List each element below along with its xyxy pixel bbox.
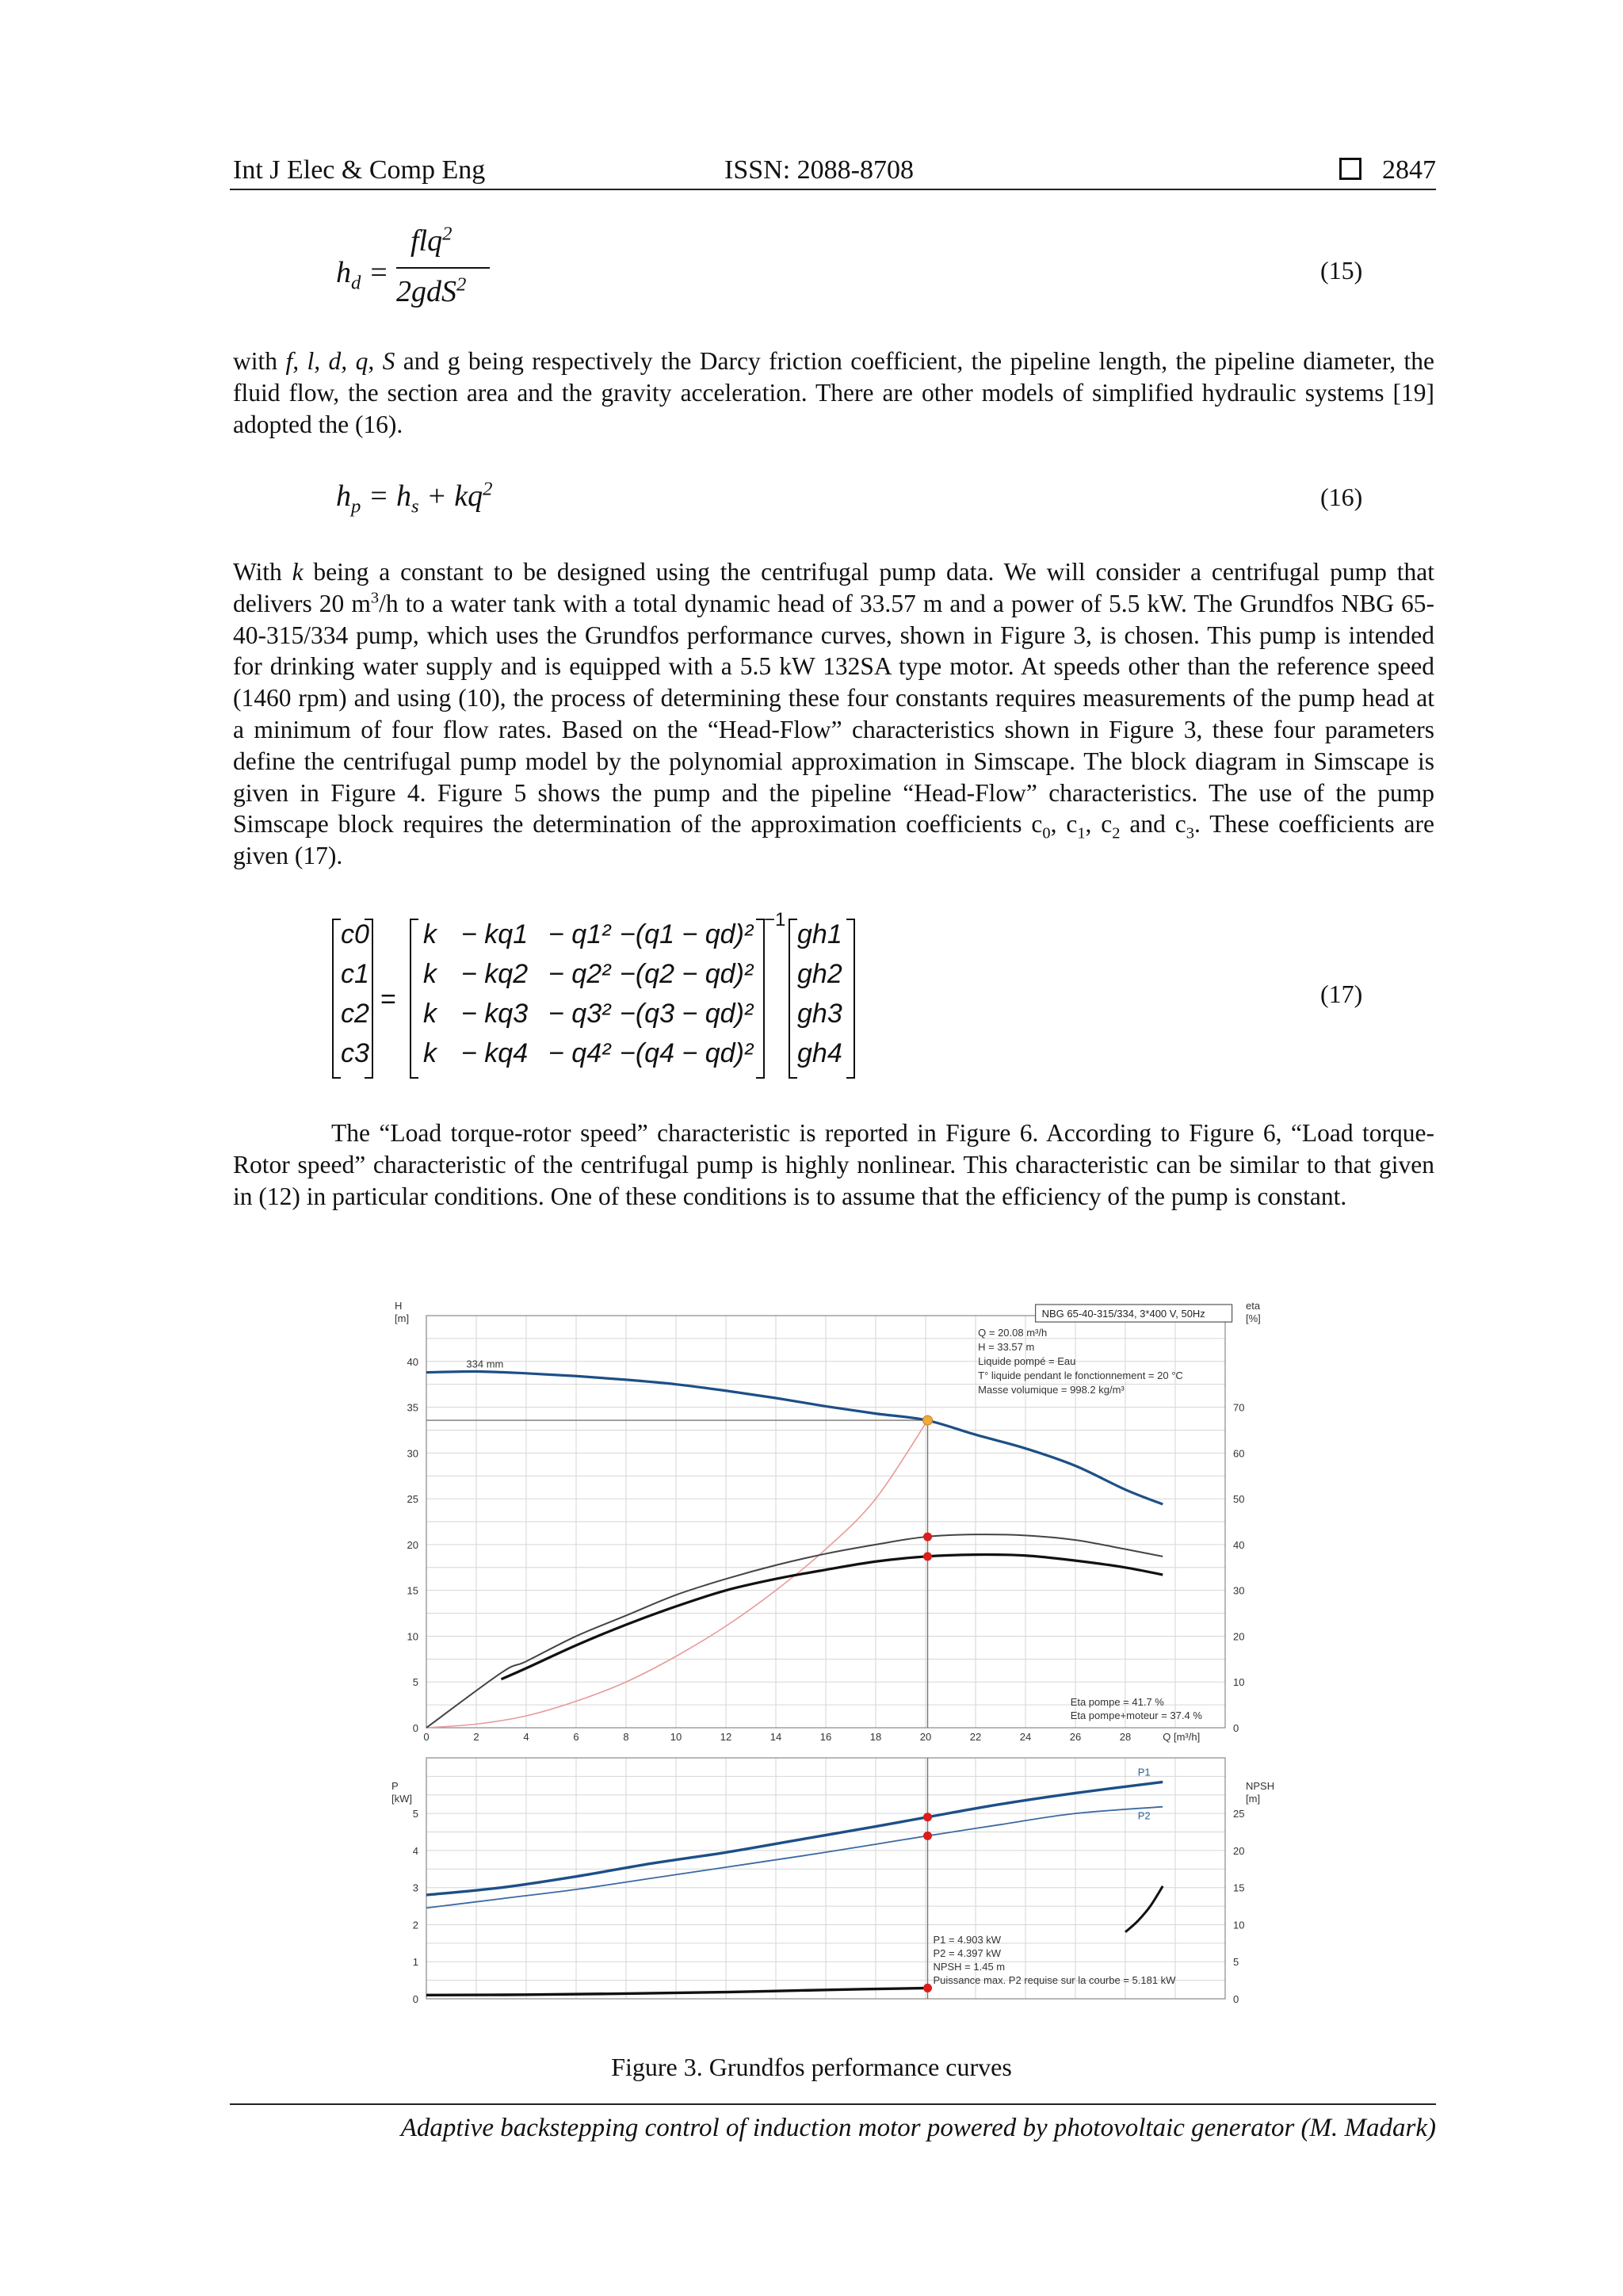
x-tick-label: 24 [1019, 1731, 1032, 1743]
info-line: Q = 20.08 m³/h [978, 1327, 1048, 1339]
figure-caption: Figure 3. Grundfos performance curves [611, 2053, 1012, 2081]
eq17-cell-2-2: − q3² [548, 999, 611, 1029]
y-tick-label: 35 [407, 1401, 418, 1414]
x-tick-label: 8 [623, 1731, 629, 1743]
npsh-tick-label: 25 [1233, 1808, 1245, 1820]
info-line: Liquide pompé = Eau [978, 1355, 1076, 1367]
p-tick-label: 1 [412, 1956, 418, 1969]
header-rule [230, 189, 1436, 190]
x-tick-label: 28 [1119, 1731, 1132, 1743]
eq-number-16: (16) [1320, 483, 1363, 511]
x-tick-label: 0 [423, 1731, 430, 1743]
eq-number-17: (17) [1320, 980, 1363, 1008]
x-tick-label: 18 [869, 1731, 882, 1743]
eq17-cell-2-3: −(q3 − qd)² [620, 999, 754, 1029]
y2-tick-label: 50 [1233, 1493, 1245, 1506]
eta-marker [923, 1552, 932, 1561]
x-tick-label: 2 [473, 1731, 479, 1743]
eq17-cell-0-3: −(q1 − qd)² [620, 919, 754, 949]
info-line: H = 33.57 m [978, 1341, 1035, 1353]
paragraph-2: With k being a constant to be designed using the centrifugal pump data. We will consider a centrifugal pump that delivers 20 $m^3/h$ to a water tank with a total dynamic head of 33.57 m and a power of 5.5 kW. The Grundfos NBG 65-40-315/334 pump, which uses the Grundfos performance curves, shown in Figure 3, is chosen. This pump is intended for drinking water supply and is equipped with a 5.5 kW 132SA type motor. At speeds other than the reference speed (1460 rpm) and using (10), the process of determining these four constants requires measurements of the pump head at a minimum of four flow rates. Based on the “Head-Flow” characteristics shown in Figure 3, these four parameters define the centrifugal pump model by the polynomial approximation in Simscape. The block diagram in Simscape is given in Figure 4. Figure 5 shows the pump and the pipeline “Head-Flow” characteristics. The use of the pump Simscape block requires the determination of the approximation coefficients $c_0$, $c_1$, $c_2$ and $c_3$. These coefficients are given (17). [233, 558, 1434, 870]
p-axis-head: P [391, 1780, 399, 1792]
npsh-tick-label: 20 [1233, 1844, 1245, 1857]
eq17-cell-0-1: − kq1 [461, 919, 529, 949]
journal-name: Int J Elec & Comp Eng [233, 155, 486, 185]
npsh-tick-label: 15 [1233, 1881, 1245, 1894]
y2-tick-label: 0 [1233, 1722, 1239, 1734]
eq17-cell-2-0: k [423, 999, 437, 1029]
eta-info-line: Eta pompe+moteur = 37.4 % [1070, 1710, 1202, 1721]
p1-label: P1 [1137, 1766, 1151, 1778]
x-tick-label: 26 [1069, 1731, 1082, 1743]
y-tick-label: 20 [407, 1538, 418, 1551]
duty-point-marker [923, 1415, 933, 1425]
eq17-cell-1-1: − kq2 [461, 959, 529, 989]
y2-tick-label: 10 [1233, 1676, 1245, 1689]
power-info-line: P1 = 4.903 kW [933, 1934, 1002, 1946]
y2-tick-label: 70 [1233, 1401, 1245, 1414]
chart-title: NBG 65-40-315/334, 3*400 V, 50Hz [1041, 1308, 1205, 1320]
p2-label: P2 [1137, 1809, 1151, 1822]
eq17-cell-1-3: −(q2 − qd)² [620, 959, 754, 989]
p-tick-label: 5 [412, 1808, 418, 1820]
eq-number-15: (15) [1320, 256, 1363, 285]
npsh-tick-label: 10 [1233, 1919, 1245, 1931]
x-axis-unit: Q [m³/h] [1163, 1731, 1201, 1743]
y2-axis-head: eta [1246, 1300, 1261, 1312]
npsh-axis-head: NPSH [1246, 1780, 1275, 1792]
eq17-cell-1-0: k [423, 959, 437, 989]
eq17-gh-0: gh1 [797, 919, 842, 949]
y2-tick-label: 30 [1233, 1584, 1245, 1597]
equation-17 [330, 911, 869, 1086]
eq17-gh-2: gh3 [797, 999, 842, 1029]
y2-tick-label: 40 [1233, 1538, 1245, 1551]
y-tick-label: 0 [412, 1722, 418, 1734]
y-tick-label: 40 [407, 1355, 418, 1368]
eq17-cell-1-2: − q2² [548, 959, 611, 989]
eq17-cell-0-2: − q1² [548, 919, 611, 949]
eq17-cell-3-3: −(q4 − qd)² [620, 1038, 754, 1068]
impeller-label: 334 mm [466, 1358, 504, 1370]
eq17-gh-1: gh2 [797, 959, 842, 989]
npsh-tick-label: 5 [1233, 1956, 1239, 1969]
p-tick-label: 4 [412, 1844, 418, 1857]
npsh-curve [426, 1988, 928, 1995]
power-info-line: P2 = 4.397 kW [933, 1947, 1002, 1959]
p1-curve [426, 1782, 1163, 1895]
eq17-c-3: c3 [341, 1038, 369, 1068]
y-axis-head: H [395, 1300, 403, 1312]
eq17-cell-3-0: k [423, 1038, 437, 1068]
footer-rule [230, 2103, 1436, 2105]
y2-tick-label: 20 [1233, 1630, 1245, 1643]
power-marker [923, 1832, 932, 1840]
eq17-c-2: c2 [341, 999, 369, 1029]
eq17-cell-3-1: − kq4 [461, 1038, 529, 1068]
page-number: 2847 [1382, 155, 1436, 185]
npsh-tick-label: 0 [1233, 1993, 1239, 2005]
running-footer: Adaptive backstepping control of induction motor powered by photovoltaic generator (M. Madark) [400, 2114, 1436, 2142]
npsh-axis-unit: [m] [1246, 1793, 1261, 1805]
issn: ISSN: 2088-8708 [724, 155, 914, 185]
svg-text:=: = [380, 984, 396, 1014]
info-line: Masse volumique = 998.2 kg/m³ [978, 1384, 1125, 1396]
info-line: T° liquide pendant le fonctionnement = 20 °C [978, 1370, 1183, 1381]
power-marker [923, 1984, 932, 1992]
x-tick-label: 6 [573, 1731, 579, 1743]
y-tick-label: 25 [407, 1493, 418, 1506]
p2-curve [426, 1807, 1163, 1908]
eta-marker [923, 1533, 932, 1541]
x-tick-label: 12 [720, 1731, 732, 1743]
y-tick-label: 5 [412, 1676, 418, 1689]
x-tick-label: 20 [919, 1731, 932, 1743]
equation-16: $h_p = h_s + kq^2$ [336, 478, 493, 518]
paragraph-1: with f, l, d, q, S and g being respectively the Darcy friction coefficient, the pipeline length, the pipeline diameter, the fluid flow, the section area and the gravity acceleration. There are other models of simplified hydraulic systems [19] adopted the (16). [233, 347, 1434, 438]
eta-pump-curve [426, 1534, 1163, 1728]
y-tick-label: 30 [407, 1447, 418, 1460]
page-number-block [1339, 155, 1436, 185]
paragraph-3: The “Load torque-rotor speed” characteristic is reported in Figure 6. According to Figure 6, “Load torque-Rotor speed” characteristic of the centrifugal pump is highly nonlinear. This characteristic can be similar to that given in (12) in particular conditions. One of these conditions is to assume that the efficiency of the pump is constant. [233, 1119, 1434, 1210]
p-tick-label: 2 [412, 1919, 418, 1931]
y-tick-label: 10 [407, 1630, 418, 1643]
x-tick-label: 14 [769, 1731, 782, 1743]
x-tick-label: 10 [670, 1731, 682, 1743]
p-tick-label: 3 [412, 1881, 418, 1894]
square-icon [1339, 158, 1361, 180]
eq17-gh-3: gh4 [797, 1038, 842, 1068]
performance-curves-figure [372, 1300, 1284, 2029]
x-tick-label: 16 [819, 1731, 832, 1743]
npsh-end-curve [1125, 1886, 1163, 1932]
eta-info-line: Eta pompe = 41.7 % [1070, 1696, 1164, 1708]
eq17-cell-0-0: k [423, 919, 437, 949]
y2-axis-unit: [%] [1246, 1312, 1261, 1324]
equation-15: $h_d$ = flq$^2$ 2gdS$^2$ [336, 225, 495, 312]
eta-pump-motor-curve [502, 1555, 1163, 1679]
eq17-cell-3-2: − q4² [548, 1038, 611, 1068]
p-tick-label: 0 [412, 1993, 418, 2005]
eq17-c-1: c1 [341, 959, 369, 989]
power-info-line: NPSH = 1.45 m [933, 1961, 1006, 1973]
y2-tick-label: 60 [1233, 1447, 1245, 1460]
eq17-cell-2-1: − kq3 [461, 999, 529, 1029]
power-info-line: Puissance max. P2 requise sur la courbe = 5.181 kW [933, 1974, 1176, 1986]
x-tick-label: 4 [523, 1731, 529, 1743]
p-axis-unit: [kW] [391, 1793, 412, 1805]
svg-text:−1: −1 [764, 911, 786, 930]
x-tick-label: 22 [969, 1731, 982, 1743]
y-tick-label: 15 [407, 1584, 418, 1597]
power-marker [923, 1813, 932, 1821]
eq17-c-0: c0 [341, 919, 369, 949]
y-axis-unit: [m] [395, 1312, 410, 1324]
